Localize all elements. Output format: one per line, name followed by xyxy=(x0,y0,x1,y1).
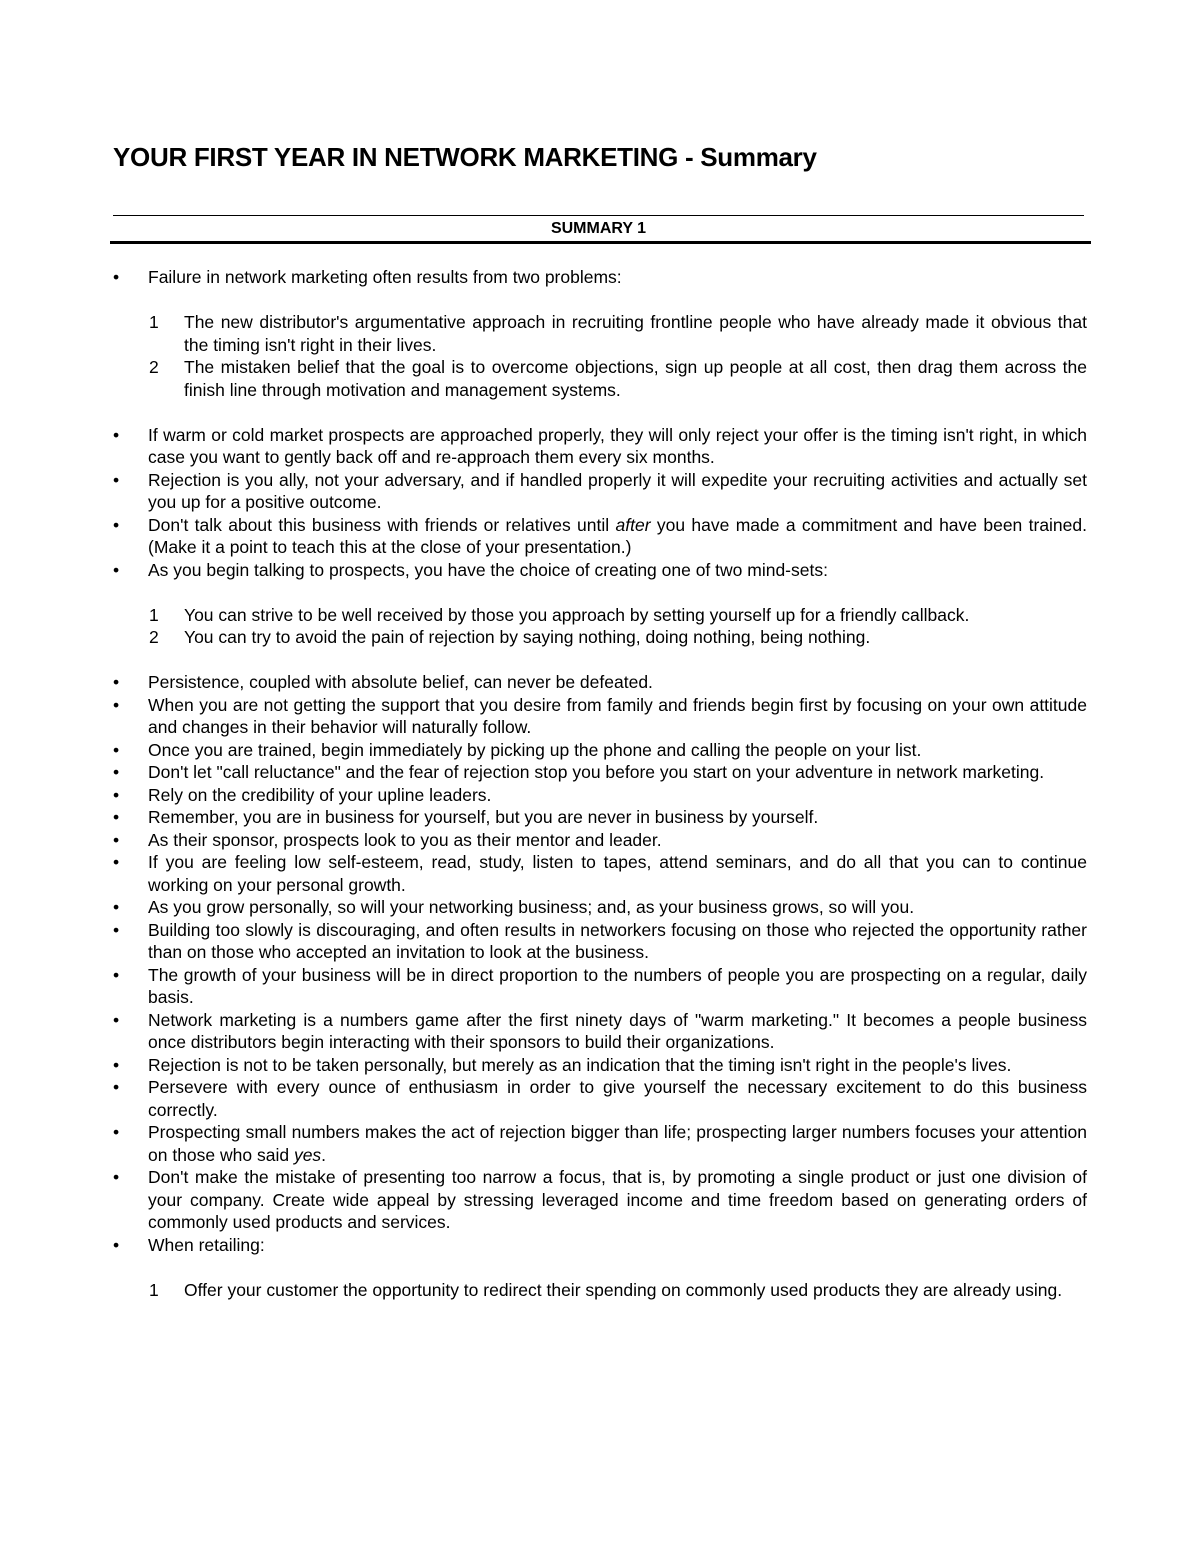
bullet-item xyxy=(113,829,1087,852)
item-text: The mistaken belief that the goal is to overcome objections, sign up people at all cost, then drag them across the finish line through motivation and management systems. xyxy=(184,357,1087,400)
item-text: If you are feeling low self-esteem, read, study, listen to tapes, attend seminars, and do all that you can to continue working on your personal growth. xyxy=(148,852,1087,895)
bullet-item xyxy=(113,694,1087,739)
bullet-item xyxy=(113,964,1087,1009)
item-text-emphasis: yes xyxy=(293,1144,322,1165)
bullet-marker: • xyxy=(113,1009,120,1030)
bullet-marker: • xyxy=(113,694,120,715)
numbered-item xyxy=(113,604,1087,627)
item-number: 1 xyxy=(149,312,159,332)
item-text-part: you have made a commitment and have been trained. (Make it a point to teach this at the close of your presentation.) xyxy=(148,514,1087,557)
bullet-item xyxy=(113,514,1087,559)
item-text: Building too slowly is discouraging, and often results in networkers focusing on those who rejected the opportunity rather than on those who accepted an invitation to look at the business. xyxy=(148,919,1087,962)
bullet-marker: • xyxy=(113,267,120,287)
bullet-item xyxy=(113,266,1087,289)
item-text: If warm or cold market prospects are approached properly, they will only reject your offer is the timing isn't right, in which case you want to gently back off and re-approach them every six months. xyxy=(148,424,1087,467)
item-text: Remember, you are in business for yourself, but you are never in business by yourself. xyxy=(148,807,819,827)
item-text: Persevere with every ounce of enthusiasm in order to give yourself the necessary excitement to do this business correctly. xyxy=(148,1077,1087,1120)
spacer xyxy=(113,1256,1087,1279)
item-text: Rejection is not to be taken personally, but merely as an indication that the timing isn't right in the people's lives. xyxy=(148,1054,1012,1075)
bullet-marker: • xyxy=(113,559,120,580)
item-text-part: Don't talk about this business with friends or relatives until xyxy=(148,514,616,535)
item-text xyxy=(148,1122,1087,1165)
item-text: The new distributor's argumentative approach in recruiting frontline people who have already made it obvious that the timing isn't right in their lives. xyxy=(184,312,1087,355)
item-text: Network marketing is a numbers game after the first ninety days of "warm marketing." It becomes a people business once distributors begin interacting with their sponsors to build their organizations. xyxy=(148,1009,1087,1052)
item-text xyxy=(148,515,1087,558)
bullet-item xyxy=(113,761,1087,784)
item-text: The growth of your business will be in direct proportion to the numbers of people you are prospecting on a regular, daily basis. xyxy=(148,964,1087,1007)
bullet-item xyxy=(113,1121,1087,1166)
page-title: YOUR FIRST YEAR IN NETWORK MARKETING - Summary xyxy=(113,142,817,172)
bullet-item xyxy=(113,469,1087,514)
numbered-item xyxy=(113,1279,1087,1302)
bullet-item xyxy=(113,784,1087,807)
bullet-marker: • xyxy=(113,1122,120,1142)
divider-thick xyxy=(110,241,1091,244)
bullet-marker: • xyxy=(113,762,120,782)
bullet-item xyxy=(113,671,1087,694)
numbered-item xyxy=(113,626,1087,649)
divider-thin xyxy=(113,215,1084,216)
bullet-marker: • xyxy=(113,807,120,827)
item-text: As you begin talking to prospects, you have the choice of creating one of two mind-sets: xyxy=(148,559,828,580)
item-text: As their sponsor, prospects look to you as their mentor and leader. xyxy=(148,829,662,850)
bullet-marker: • xyxy=(113,1234,120,1255)
bullet-marker: • xyxy=(113,1054,120,1075)
item-text-part: Prospecting small numbers makes the act of rejection bigger than life; prospecting larger numbers focuses your attention on those who said xyxy=(148,1122,1087,1165)
bullet-item xyxy=(113,739,1087,762)
item-text-emphasis: after xyxy=(615,514,651,535)
item-text: Don't let "call reluctance" and the fear of rejection stop you before you start on your adventure in network marketing. xyxy=(148,762,1045,782)
bullet-item xyxy=(113,1054,1087,1077)
bullet-marker: • xyxy=(113,897,120,917)
bullet-item xyxy=(113,424,1087,469)
item-text: When you are not getting the support that you desire from family and friends begin first by focusing on your own attitude and changes in their behavior will naturally follow. xyxy=(148,694,1087,737)
bullet-item xyxy=(113,1076,1087,1121)
item-text: Don't make the mistake of presenting too narrow a focus, that is, by promoting a single product or just one division of your company. Create wide appeal by stressing leveraged income and time freedom based on generating orders of commonly used products and services. xyxy=(148,1167,1087,1232)
bullet-marker: • xyxy=(113,784,120,805)
section-heading: SUMMARY 1 xyxy=(550,220,647,237)
item-text-part: . xyxy=(321,1144,327,1165)
item-text: Once you are trained, begin immediately by picking up the phone and calling the people on your list. xyxy=(148,739,922,760)
bullet-item xyxy=(113,1234,1087,1257)
bullet-item xyxy=(113,559,1087,582)
bullet-marker: • xyxy=(113,1167,120,1187)
bullet-marker: • xyxy=(113,424,120,445)
bullet-item xyxy=(113,851,1087,896)
bullet-marker: • xyxy=(113,1077,120,1097)
item-number: 2 xyxy=(149,627,159,647)
item-text: You can strive to be well received by those you approach by setting yourself up for a friendly callback. xyxy=(184,604,970,625)
item-text: When retailing: xyxy=(148,1234,265,1255)
item-text: Rejection is you ally, not your adversary, and if handled properly it will expedite your recruiting activities and actually set you up for a positive outcome. xyxy=(148,469,1087,512)
item-text: Failure in network marketing often results from two problems: xyxy=(148,267,622,287)
spacer xyxy=(113,581,1087,604)
item-number: 1 xyxy=(149,1279,159,1300)
bullet-item xyxy=(113,919,1087,964)
summary-content xyxy=(113,266,1087,1301)
spacer xyxy=(113,649,1087,672)
item-text: You can try to avoid the pain of rejection by saying nothing, doing nothing, being nothing. xyxy=(184,627,871,647)
bullet-marker: • xyxy=(113,672,120,692)
numbered-item xyxy=(113,356,1087,401)
bullet-marker: • xyxy=(113,919,120,940)
bullet-item xyxy=(113,806,1087,829)
bullet-item xyxy=(113,896,1087,919)
item-text: As you grow personally, so will your networking business; and, as your business grows, so will you. xyxy=(148,897,915,917)
item-text: Persistence, coupled with absolute belief, can never be defeated. xyxy=(148,672,653,692)
spacer xyxy=(113,401,1087,424)
item-number: 2 xyxy=(149,357,159,377)
bullet-item xyxy=(113,1166,1087,1234)
item-number: 1 xyxy=(149,604,159,625)
numbered-item xyxy=(113,311,1087,356)
item-text: Offer your customer the opportunity to redirect their spending on commonly used products they are already using. xyxy=(184,1279,1063,1300)
bullet-marker: • xyxy=(113,829,120,850)
bullet-marker: • xyxy=(113,964,120,985)
item-text: Rely on the credibility of your upline leaders. xyxy=(148,784,492,805)
bullet-marker: • xyxy=(113,469,120,490)
bullet-marker: • xyxy=(113,739,120,760)
bullet-marker: • xyxy=(113,514,120,535)
bullet-marker: • xyxy=(113,852,120,872)
spacer xyxy=(113,289,1087,312)
bullet-item xyxy=(113,1009,1087,1054)
